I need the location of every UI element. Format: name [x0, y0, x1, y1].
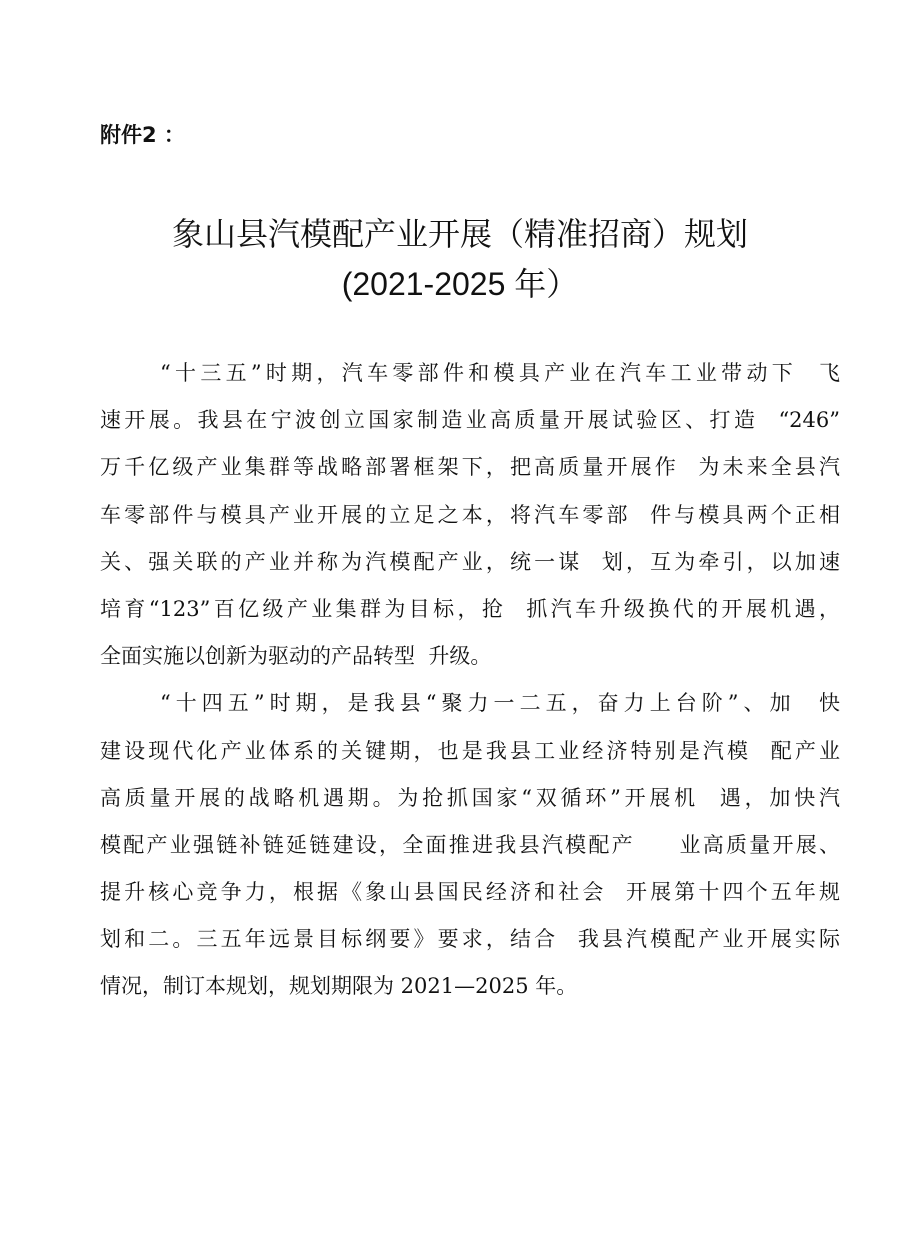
paragraph-1-line: 培育“123”百亿级产业集群为目标，抢 抓汽车升级换代的开展机遇， — [100, 596, 840, 621]
document-body — [100, 350, 840, 1011]
paragraph-2-line: 提升核心竞争力，根据《象山县国民经济和社会 开展第十四个五年规 — [100, 880, 840, 905]
paragraph-2-line: “十四五”时期，是我县“聚力一二五，奋力上台阶”、加 快 — [160, 691, 840, 716]
paragraph-2-line: 情况，制订本规划，规划期限为 2021—2025 年。 — [100, 974, 578, 999]
document-title: 象山县汽模配产业开展（精准招商）规划 — [171, 215, 748, 253]
paragraph-1-line: 关、强关联的产业并称为汽模配产业，统一谋 划，互为牵引，以加速 — [100, 549, 840, 574]
paragraph-1-line: “十三五”时期，汽车零部件和模具产业在汽车工业带动下 飞 — [160, 361, 840, 385]
document-title-years: (2021-2025 年） — [341, 266, 579, 302]
paragraph-1-line: 万千亿级产业集群等战略部署框架下，把高质量开展作 为未来全县汽 — [100, 455, 840, 480]
paragraph-1-line: 车零部件与模具产业开展的立足之本，将汽车零部 件与模具两个正相 — [100, 502, 840, 527]
paragraph-2-line: 建设现代化产业体系的关键期，也是我县工业经济特别是汽模 配产业 — [100, 738, 840, 763]
paragraph-2-line: 划和二。三五年远景目标纲要》要求，结合 我县汽模配产业开展实际 — [100, 927, 840, 952]
paragraph-2-line: 模配产业强链补链延链建设，全面推进我县汽模配产 业高质量开展、 — [100, 832, 840, 857]
paragraph-2-line: 高质量开展的战略机遇期。为抢抓国家“双循环”开展机 遇，加快汽 — [100, 785, 840, 810]
paragraph-1-line: 速开展。我县在宁波创立国家制造业高质量开展试验区、打造 “246” — [100, 408, 840, 433]
attachment-label: 附件2 ： — [100, 123, 185, 147]
paragraph-1-line: 全面实施以创新为驱动的产品转型 升级。 — [100, 644, 492, 669]
